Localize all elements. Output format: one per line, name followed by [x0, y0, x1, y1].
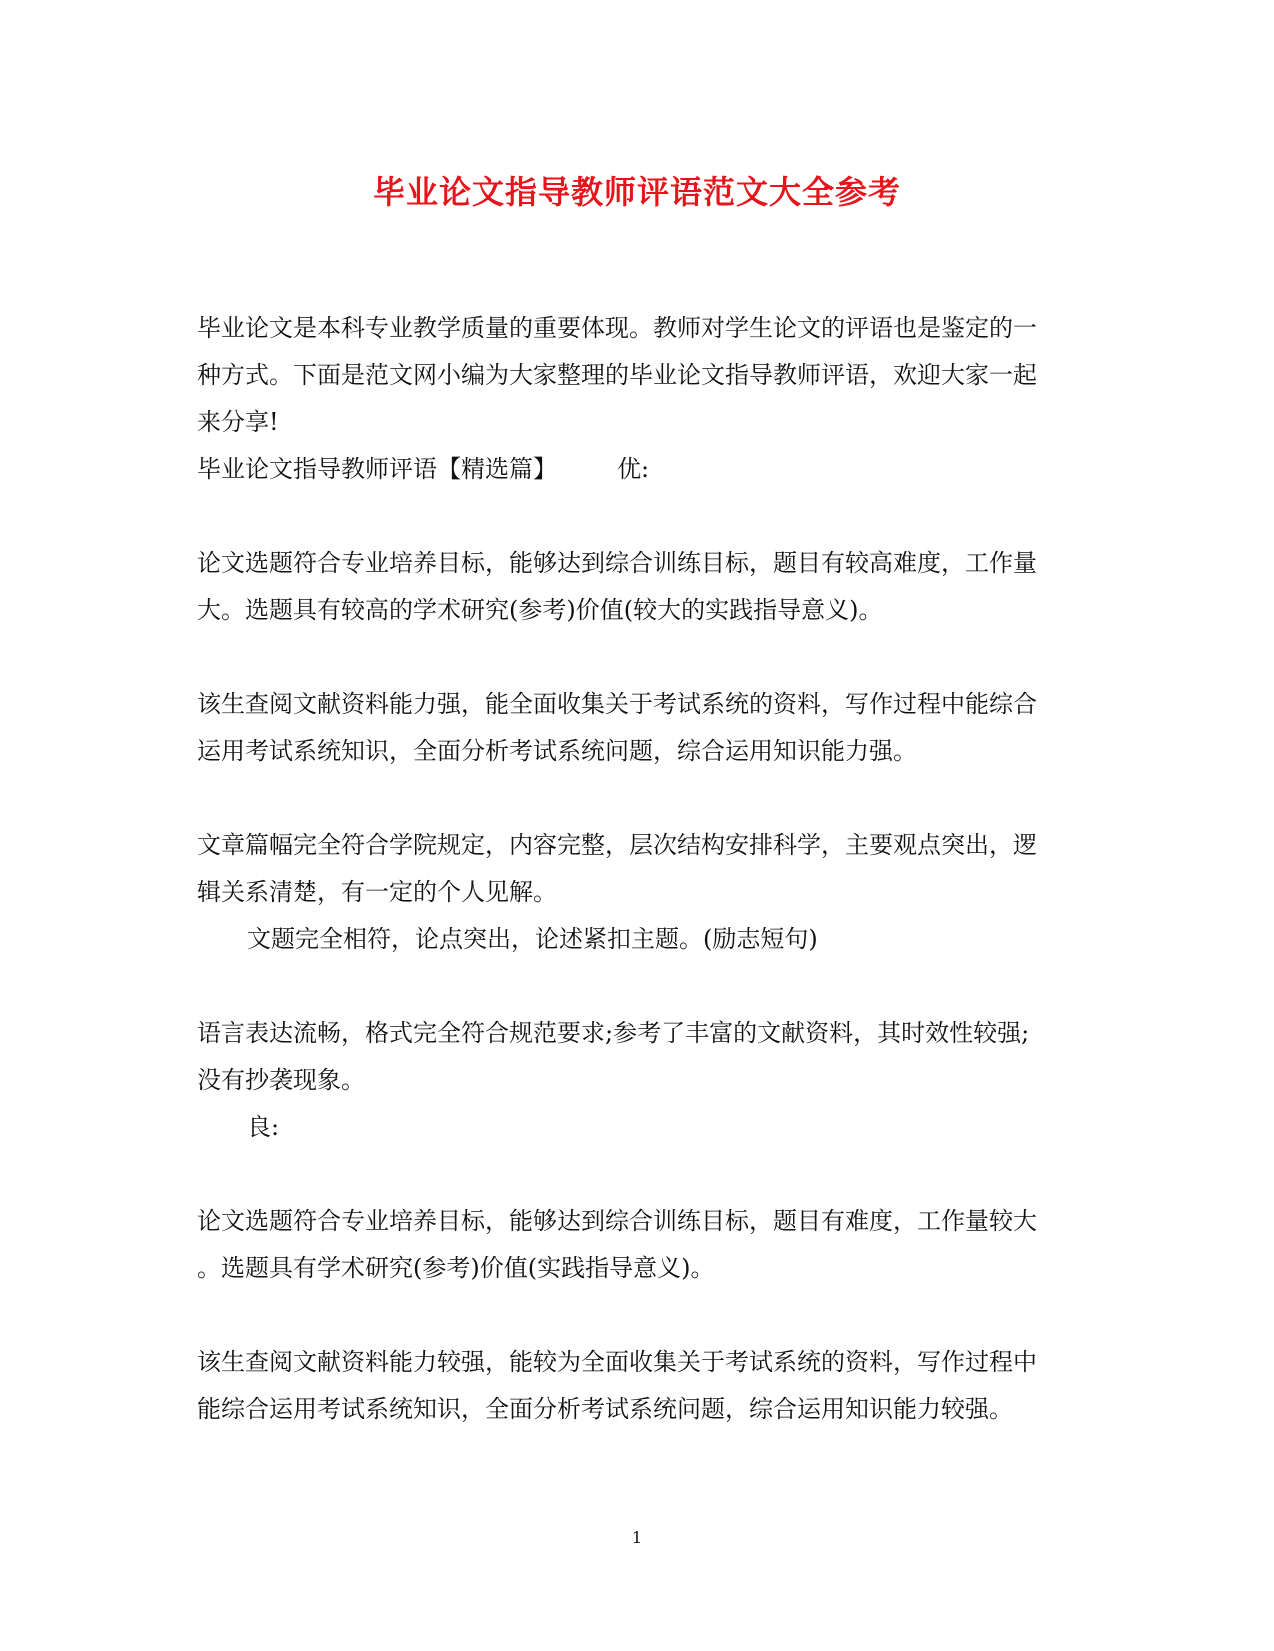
grade-good: 良:: [247, 1113, 280, 1141]
page-number: 1: [631, 1528, 643, 1547]
excellent-p3-line-1: 文章篇幅完全符合学院规定，内容完整，层次结构安排科学，主要观点突出，逻: [197, 831, 1037, 859]
indented-line: 文题完全相符，论点突出，论述紧扣主题。(励志短句): [247, 925, 818, 953]
language-line-1: 语言表达流畅，格式完全符合规范要求;参考了丰富的文献资料，其时效性较强;: [197, 1019, 1030, 1047]
excellent-p2-line-2: 运用考试系统知识，全面分析考试系统问题，综合运用知识能力强。: [197, 737, 917, 765]
section-heading-line: [197, 451, 649, 487]
grade-excellent: 优:: [617, 455, 650, 483]
excellent-p2-line-1: 该生查阅文献资料能力强，能全面收集关于考试系统的资料，写作过程中能综合: [197, 690, 1037, 718]
document-title: 毕业论文指导教师评语范文大全参考: [372, 173, 901, 211]
intro-line-1: 毕业论文是本科专业教学质量的重要体现。教师对学生论文的评语也是鉴定的一: [197, 314, 1037, 342]
excellent-p1-line-1: 论文选题符合专业培养目标，能够达到综合训练目标，题目有较高难度，工作量: [197, 549, 1037, 577]
intro-line-3: 来分享!: [197, 408, 279, 436]
good-p2-line-2: 能综合运用考试系统知识，全面分析考试系统问题，综合运用知识能力较强。: [197, 1395, 1013, 1423]
language-line-2: 没有抄袭现象。: [197, 1066, 365, 1094]
intro-line-2: 种方式。下面是范文网小编为大家整理的毕业论文指导教师评语，欢迎大家一起: [197, 361, 1037, 389]
good-p1-line-2: 。选题具有学术研究(参考)价值(实践指导意义)。: [197, 1254, 715, 1282]
section-heading: 毕业论文指导教师评语【精选篇】: [197, 455, 557, 483]
good-p2-line-1: 该生查阅文献资料能力较强，能较为全面收集关于考试系统的资料，写作过程中: [197, 1348, 1037, 1376]
excellent-p1-line-2: 大。选题具有较高的学术研究(参考)价值(较大的实践指导意义)。: [197, 596, 883, 624]
good-p1-line-1: 论文选题符合专业培养目标，能够达到综合训练目标，题目有难度，工作量较大: [197, 1207, 1037, 1235]
excellent-p3-line-2: 辑关系清楚，有一定的个人见解。: [197, 878, 557, 906]
